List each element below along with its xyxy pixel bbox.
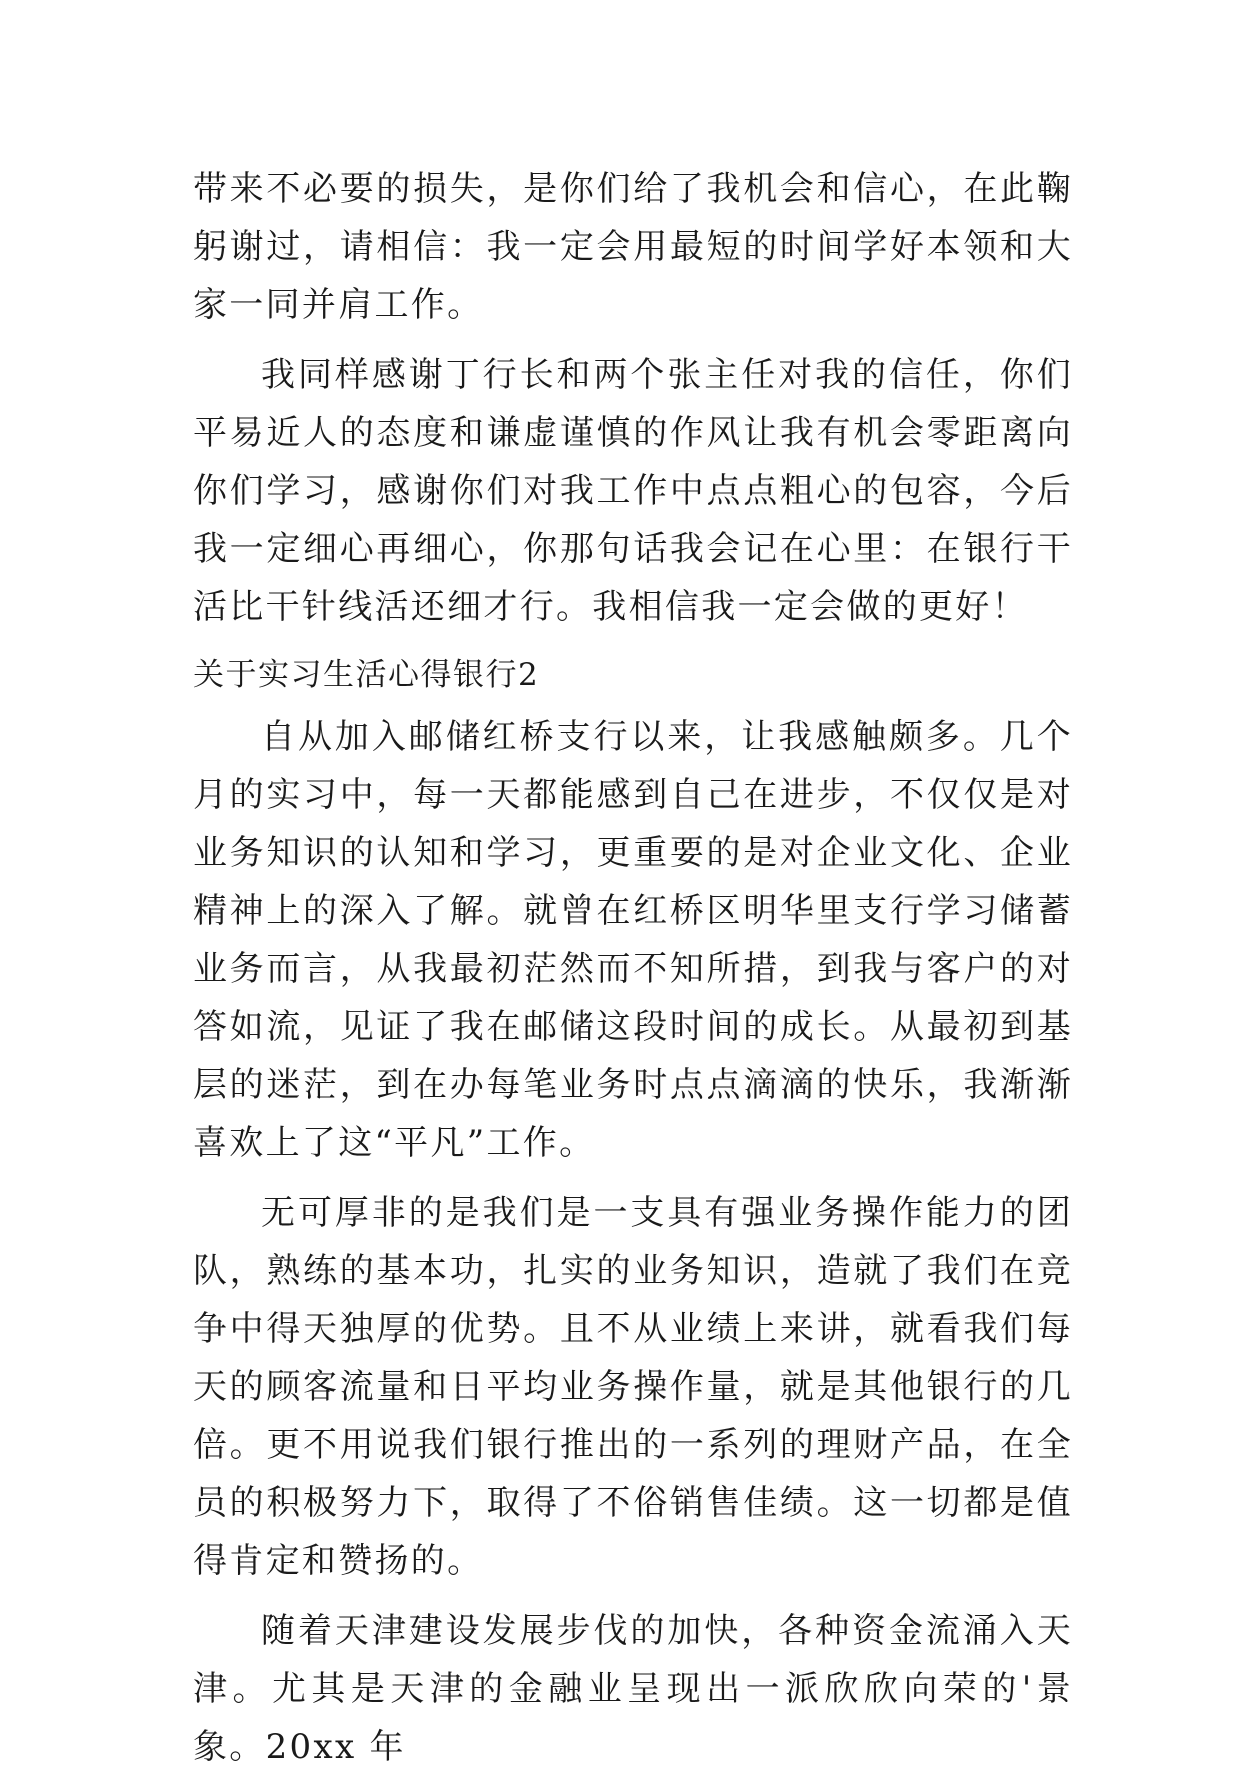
- paragraph-5: 随着天津建设发展步伐的加快，各种资金流涌入天津。尤其是天津的金融业呈现出一派欣欣向荣的'景象。20xx 年: [193, 1611, 1073, 1767]
- section-heading: 关于实习生活心得银行2: [193, 657, 540, 693]
- paragraph-2: 我同样感谢丁行长和两个张主任对我的信任，你们平易近人的态度和谦虚谨慎的作风让我有机会零距离向你们学习，感谢你们对我工作中点点粗心的包容，今后我一定细心再细心，你那句话我会记在心里：在银行干活比干针线活还细才行。我相信我一定会做的更好！: [193, 355, 1073, 627]
- document-body: [193, 160, 1073, 1788]
- paragraph-1: 带来不必要的损失，是你们给了我机会和信心，在此鞠躬谢过，请相信：我一定会用最短的时间学好本领和大家一同并肩工作。: [193, 169, 1073, 325]
- paragraph-4: 无可厚非的是我们是一支具有强业务操作能力的团队，熟练的基本功，扎实的业务知识，造就了我们在竞争中得天独厚的优势。且不从业绩上来讲，就看我们每天的顾客流量和日平均业务操作量，就是其他银行的几倍。更不用说我们银行推出的一系列的理财产品，在全员的积极努力下，取得了不俗销售佳绩。这一切都是值得肯定和赞扬的。: [193, 1193, 1073, 1581]
- paragraph-3: 自从加入邮储红桥支行以来，让我感触颇多。几个月的实习中，每一天都能感到自己在进步，不仅仅是对业务知识的认知和学习，更重要的是对企业文化、企业精神上的深入了解。就曾在红桥区明华里支行学习储蓄业务而言，从我最初茫然而不知所措，到我与客户的对答如流，见证了我在邮储这段时间的成长。从最初到基层的迷茫，到在办每笔业务时点点滴滴的快乐，我渐渐喜欢上了这“平凡”工作。: [193, 717, 1073, 1163]
